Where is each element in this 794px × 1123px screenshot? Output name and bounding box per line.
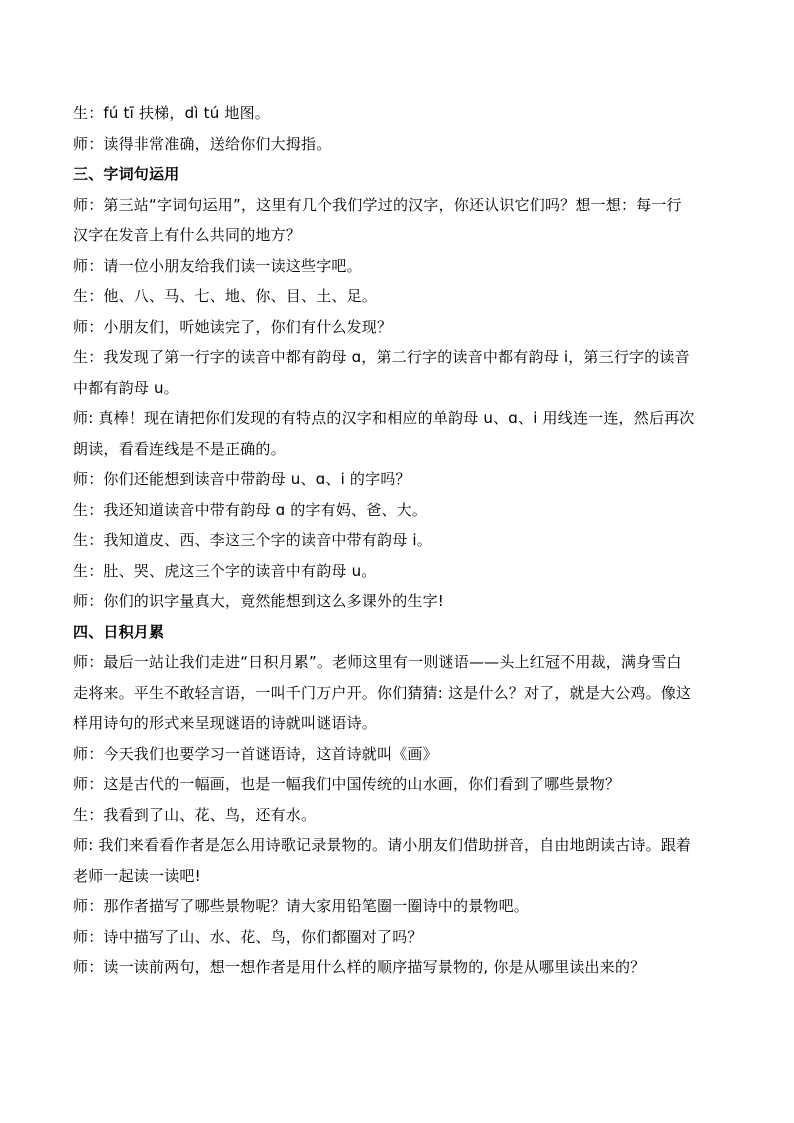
text-line: 生：我还知道读音中带有韵母 ɑ 的字有妈、爸、大。 — [73, 500, 428, 519]
text-line: 生：肚、哭、虎这三个字的读音中有韵母 u。 — [73, 561, 377, 580]
text-line: 师：第三站“字词句运用”，这里有几个我们学过的汉字，你还认识它们吗？想一想：每一行 — [73, 195, 682, 214]
text-line: 师：你们还能想到读音中带韵母 u、ɑ、i 的字吗？ — [73, 470, 411, 488]
text-line: 师：那作者描写了哪些景物呢？请大家用铅笔圈一圈诗中的景物吧。 — [73, 897, 530, 915]
text-line: 生：我知道皮、西、李这三个字的读音中带有韵母 i。 — [73, 531, 432, 549]
text-line: 师：诗中描写了山、水、花、鸟，你们都圈对了吗？ — [73, 927, 423, 946]
text-line: 师：小朋友们，听她读完了，你们有什么发现？ — [73, 317, 393, 336]
text-line: 师：读一读前两句，想一想作者是用什么样的顺序描写景物的, 你是从哪里读出来的？ — [73, 958, 646, 976]
text-line: 老师一起读一读吧! — [73, 866, 201, 885]
text-line: 朗读，看看连线是不是正确的。 — [73, 439, 286, 458]
text-line: 师：读得非常准确，送给你们大拇指。 — [73, 134, 332, 153]
text-line: 师: 我们来看看作者是怎么用诗歌记录景物的。请小朋友们借助拼音，自由地朗读古诗。跟着 — [73, 836, 692, 854]
text-line: 生：他、八、马、七、地、你、目、土、足。 — [73, 287, 378, 305]
text-line: 中都有韵母 u。 — [73, 378, 179, 397]
text-line: 汉字在发音上有什么共同的地方？ — [73, 226, 302, 244]
text-line: 走将来。平生不敢轻言语，一叫千门万户开。你们猜猜: 这是什么？对了，就是大公鸡。像这 — [73, 683, 692, 702]
text-line: 生：我发现了第一行字的读音中都有韵母 ɑ，第二行字的读音中都有韵母 i，第三行字的读音 — [73, 348, 690, 366]
text-line: 样用诗句的形式来呈现谜语的诗就叫谜语诗。 — [73, 714, 378, 732]
text-line: 师：你们的识字量真大，竟然能想到这么多课外的生字! — [73, 592, 445, 610]
text-line: 师：今天我们也要学习一首谜语诗，这首诗就叫《画》 — [73, 744, 438, 763]
text-line: 生：fú tī 扶梯，dì tú 地图。 — [73, 104, 270, 122]
text-line: 师：请一位小朋友给我们读一读这些字吧。 — [73, 256, 362, 275]
text-line: 师：最后一站让我们走进“日积月累”。老师这里有一则谜语——头上红冠不用裁，满身雪白 — [73, 653, 682, 671]
section-heading: 四、日积月累 — [73, 622, 165, 641]
text-line: 师：这是古代的一幅画，也是一幅我们中国传统的山水画，你们看到了哪些景物？ — [73, 775, 621, 793]
document-body — [73, 98, 728, 983]
section-heading: 三、字词句运用 — [73, 165, 180, 183]
text-line: 师: 真棒！现在请把你们发现的有特点的汉字和相应的单韵母 u、ɑ、i 用线连一连，然后再次 — [73, 409, 695, 427]
text-line: 生：我看到了山、花、鸟，还有水。 — [73, 805, 317, 824]
